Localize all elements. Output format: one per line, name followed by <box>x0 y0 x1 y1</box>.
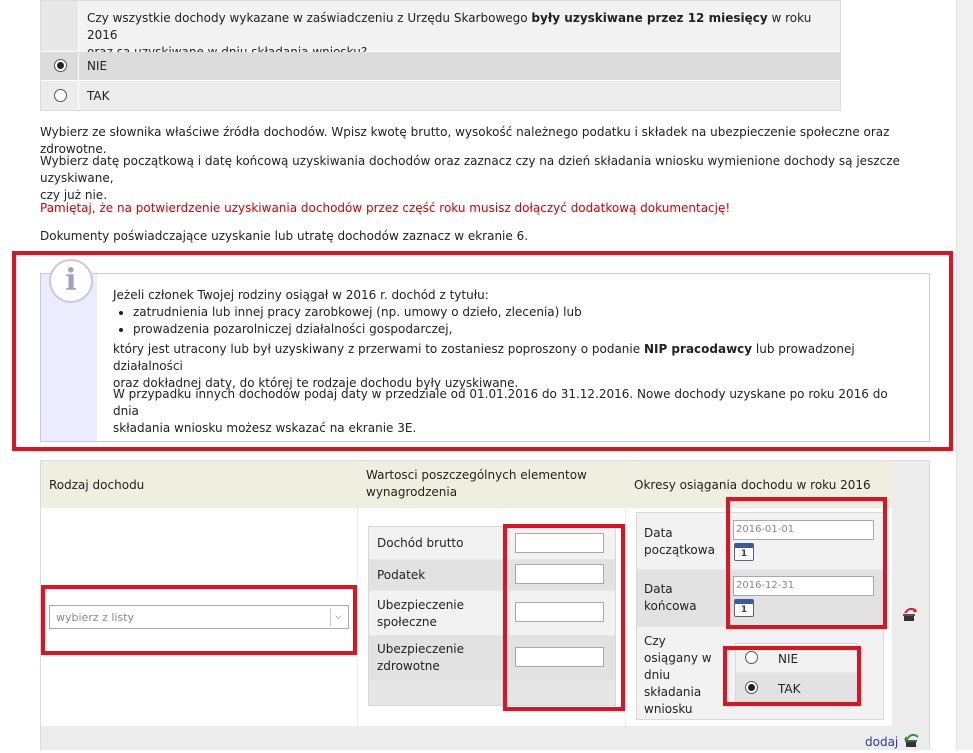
field-label-tax: Podatek <box>377 568 426 582</box>
end-date-label-line2: końcowa <box>644 599 697 613</box>
highlight-frame-info <box>12 251 953 451</box>
add-row-icon[interactable] <box>902 730 922 750</box>
chevron-down-icon[interactable]: ⌵ <box>330 608 346 626</box>
start-date-label-line2: początkowa <box>644 543 715 557</box>
info-p3-line2: składania wniosku możesz wskazać na ekranie 3E. <box>113 421 417 435</box>
end-date-input[interactable]: 2016-12-31 <box>733 576 874 596</box>
instruction-paragraph-2 <box>40 153 955 204</box>
instruction-paragraph-1: Wybierz ze słownika właściwe źródła dochodów. Wpisz kwotę brutto, wysokość należnego podatku i składek na ubezpieczenie społeczne oraz zdrowotne. <box>40 125 890 156</box>
header-income-type <box>41 461 357 507</box>
question-row <box>41 1 840 51</box>
question-text-part2: w roku 2016 <box>87 11 812 42</box>
question-table <box>40 0 841 111</box>
header-salary-elements <box>358 461 625 507</box>
info-intro-text: Jeżeli członek Twojej rodziny osiągał w 2016 r. dochód z tytułu: <box>113 288 489 302</box>
highlight-frame-ongoing <box>723 646 861 706</box>
option-row-tak[interactable] <box>41 81 840 110</box>
ongoing-option-nie-label: NIE <box>778 652 799 666</box>
calendar-icon[interactable]: 1 <box>734 543 754 561</box>
ongoing-label <box>637 633 722 718</box>
option-row-nie[interactable] <box>41 52 840 80</box>
ongoing-label-line: Czy <box>644 634 666 648</box>
highlight-frame-dates <box>726 497 887 629</box>
add-link[interactable]: dodaj <box>865 735 899 749</box>
start-date-label <box>637 525 722 559</box>
field-label-health-line1: Ubezpieczenie <box>377 642 465 656</box>
start-date-input[interactable]: 2016-01-01 <box>733 520 874 540</box>
field-label-health-line2: zdrowotne <box>377 659 440 673</box>
ongoing-label-line: dniu <box>644 668 671 682</box>
highlight-frame-amounts <box>503 524 625 711</box>
field-label-social <box>369 597 503 631</box>
info-p2-bold: NIP pracodawcy <box>643 342 753 356</box>
radio-nie[interactable] <box>54 59 67 72</box>
add-row-icon-svg <box>902 730 922 750</box>
info-bullet: • prowadzenia pozarolniczej działalności gospodarczej, <box>133 321 913 338</box>
ongoing-label-line: osiągany w <box>644 651 712 665</box>
end-date-label-line1: Data <box>644 582 673 596</box>
field-label-health <box>369 641 503 675</box>
option-label-tak: TAK <box>87 89 110 103</box>
radio-tak[interactable] <box>54 89 67 102</box>
start-date-label-line1: Data <box>644 526 673 540</box>
instruction-paragraph-3: Dokumenty poświadczające uzyskanie lub utratę dochodów zaznacz w ekranie 6. <box>40 229 529 243</box>
question-row-spacer <box>41 1 79 51</box>
add-row-strip <box>41 727 929 750</box>
question-text-part1: Czy wszystkie dochody wykazane w zaświadczeniu z Urzędu Skarbowego <box>87 11 532 25</box>
option-label-nie: NIE <box>87 59 108 73</box>
ongoing-label-line: wniosku <box>644 702 693 716</box>
info-p2-part2: lub prowadzonej działalności <box>113 342 855 373</box>
remove-row-icon-svg <box>900 604 920 624</box>
info-p2-part1: który jest utracony lub był uzyskiwany z przerwami to zostaniesz poproszony o podanie <box>113 342 644 356</box>
highlight-frame-select <box>41 585 357 655</box>
instruction-paragraph-2-line1: Wybierz datę początkową i datę końcową uzyskiwania dochodów oraz zaznacz czy na dzień składania wniosku wymienione dochody są jeszcze uzyskiwane, <box>40 154 900 185</box>
header-salary-line2: wynagrodzenia <box>366 485 458 499</box>
header-salary-line1: Wartosci poszczególnych elementow <box>366 468 587 482</box>
field-label-social-line1: Ubezpieczenie <box>377 598 465 612</box>
info-p2-line2: oraz dokładnej daty, do której te rodzaje dochodu były uzyskiwane. <box>113 376 519 390</box>
end-date-label <box>637 581 722 615</box>
header-periods-label: Okresy osiągania dochodu w roku 2016 <box>634 478 871 492</box>
question-text-bold: były uzyskiwane przez 12 miesięcy <box>531 11 768 25</box>
instruction-paragraph-2-line2: czy już nie. <box>40 188 108 202</box>
field-label-gross: Dochód brutto <box>377 536 464 550</box>
income-type-select-value: wybierz z listy <box>56 611 135 624</box>
info-bullet: • zatrudnienia lub innej pracy zarobkowej (np. umowy o dzieło, zlecenia) lub <box>133 304 913 321</box>
ongoing-label-line: składania <box>644 685 702 699</box>
header-income-type-label: Rodzaj dochodu <box>49 478 145 492</box>
calendar-icon[interactable]: 1 <box>734 599 754 617</box>
warning-text: Pamiętaj, że na potwierdzenie uzyskiwania dochodów przez część roku musisz dołączyć dodatkową dokumentację! <box>40 201 731 215</box>
info-p3-line1: W przypadku innych dochodów podaj daty w przedziale od 01.01.2016 do 31.12.2016. Nowe dochody uzyskane po roku 2016 do dnia <box>113 387 888 418</box>
ongoing-option-tak-label: TAK <box>778 682 801 696</box>
info-icon: i <box>49 259 93 303</box>
remove-row-icon[interactable] <box>900 604 920 624</box>
field-label-social-line2: społeczne <box>377 615 437 629</box>
vertical-scrollbar[interactable] <box>956 0 973 750</box>
